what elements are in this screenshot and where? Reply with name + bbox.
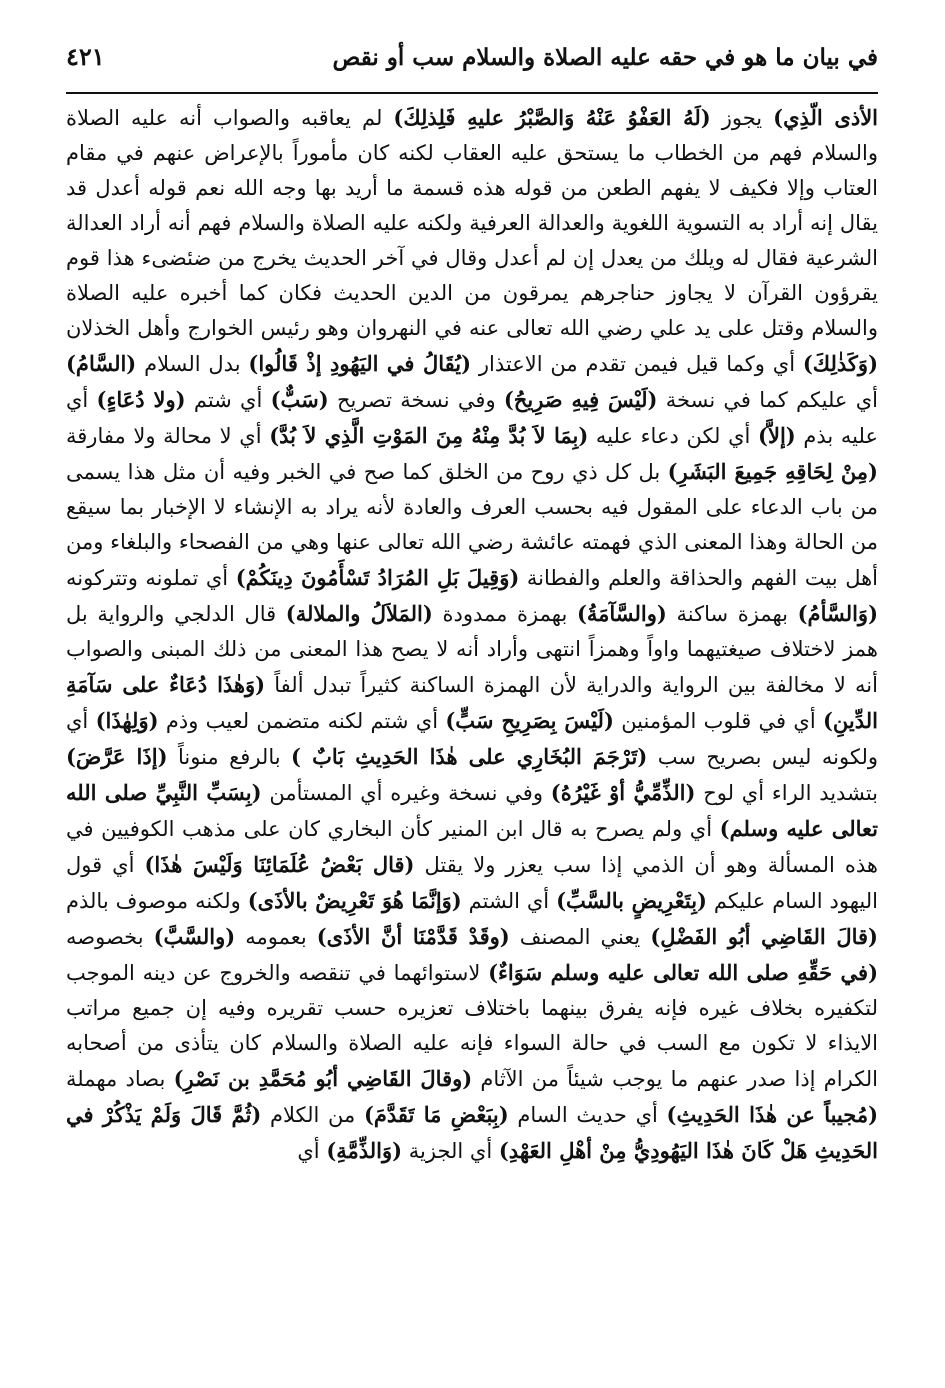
quoted-text-segment: (بِمَا لاَ بُدَّ مِنْهُ مِنَ المَوْتِ الَّذِي لاَ بُدَّ) bbox=[269, 423, 589, 448]
quoted-text-segment: (وَلِهٰذَا) bbox=[95, 708, 159, 733]
quoted-text-segment: (في حَقِّهِ صلى الله تعالى عليه وسلم سَوَاءٌ) bbox=[488, 960, 878, 985]
quoted-text-segment: (وَالذِّمَّةِ) bbox=[326, 1138, 403, 1163]
commentary-text-segment: بدل السلام bbox=[136, 352, 249, 376]
quoted-text-segment: (وقَدْ قَدَّمْنَا أنَّ الأذَى) bbox=[316, 924, 510, 949]
quoted-text-segment: (ثُمَّ قَالَ وَلَمْ يَذْكُرْ في الحَدِيثِ هَلْ كَانَ هٰذَا اليَهُودِيُّ مِنْ أهْلِ العَهْدِ) bbox=[66, 1102, 878, 1163]
commentary-text-segment: أي قول اليهود السام عليكم bbox=[66, 853, 878, 913]
commentary-text-segment: بتشديد الراء أي لوح bbox=[695, 781, 878, 805]
quoted-text-segment: (لَيْسَ بِصَرِيحِ سَبٍّ) bbox=[445, 708, 614, 733]
commentary-text-segment: قال الدلجي والرواية بل همز لاختلاف صيغتيهما واواً وهمزاً انتهى وأراد أنه لا يصح هذا المعنى من ذلك المبنى والصواب أنه لا مخالفة بين الرواية والدراية لأن الهمزة الساكنة كثيراً تبدل ألفاً bbox=[66, 602, 878, 697]
commentary-text-segment: من الكلام bbox=[261, 1103, 364, 1127]
quoted-text-segment: (وَقِيلَ بَلِ المُرَادُ تَسْأَمُونَ دِينَكُمْ) bbox=[235, 565, 520, 590]
body-paragraph bbox=[66, 100, 878, 1169]
quoted-text-segment: (المَلاَلُ والملالة) bbox=[285, 601, 433, 626]
commentary-text-segment: يعني المصنف bbox=[509, 925, 651, 949]
quoted-text-segment: (قال بَعْضُ عُلَمَائِنَا وَلَيْسَ هٰذَا) bbox=[144, 852, 415, 877]
commentary-text-segment: أي عليكم كما في نسخة bbox=[657, 388, 878, 412]
commentary-text-segment: بعمومه bbox=[235, 925, 317, 949]
quoted-text-segment: (وَكَذٰلِكَ) bbox=[802, 351, 878, 376]
quoted-text-segment: (وَهٰذَا دُعَاءٌ على سَآمَةِ الدِّينِ) bbox=[66, 672, 878, 733]
quoted-text-segment: (بِتَعْرِيضٍ بالسَّبِّ) bbox=[556, 888, 707, 913]
quoted-text-segment: (الذِّمِّيُّ أوْ غَيْرُهُ) bbox=[550, 780, 696, 805]
quoted-text-segment: (إذَا عَرَّضَ) bbox=[66, 744, 168, 769]
quoted-text-segment: (قالَ القَاضِي أبُو الفَضْلِ) bbox=[650, 924, 878, 949]
quoted-text-segment: (إلاَّ) bbox=[758, 423, 796, 448]
commentary-text-segment: أي الجزية bbox=[402, 1139, 499, 1163]
commentary-text-segment: أي لا محالة ولا مفارقة bbox=[66, 424, 270, 448]
commentary-text-segment: أي وكما قيل فيمن تقدم من الاعتذار bbox=[471, 352, 803, 376]
body-text bbox=[66, 100, 878, 1370]
quoted-text-segment: الأذى الّذِي) bbox=[773, 105, 878, 130]
quoted-text-segment: (سَبٌّ) bbox=[270, 387, 329, 412]
quoted-text-segment: (والسَّآمَةُ) bbox=[576, 601, 667, 626]
commentary-text-segment: بخصوصه bbox=[66, 925, 154, 949]
commentary-text-segment: أي شتم bbox=[185, 388, 271, 412]
commentary-text-segment: أي الشتم bbox=[461, 889, 557, 913]
quoted-text-segment: (والسَّبَّ) bbox=[153, 924, 236, 949]
quoted-text-segment: (وَالسَّأمُ) bbox=[797, 601, 878, 626]
commentary-text-segment: أي ولكونه ليس بصريح سب bbox=[66, 709, 878, 769]
commentary-text-segment: بهمزة ممدودة bbox=[432, 602, 577, 626]
page-number: ٤٢١ bbox=[66, 42, 105, 71]
commentary-text-segment: يجوز bbox=[710, 106, 774, 130]
commentary-text-segment: بل كل ذي روح من الخلق كما صح في الخبر وفيه أن مثل هذا يسمى من باب الدعاء على المقول فيه بحسب العرف والعادة لأنه يراد به الإنشاء لا الإخبار بما سيقع من الحالة وهذا المعنى الذي فهمته عائشة رضي الله تعالى عنها وهي من الفصحاء والبلغاء ومن أهل بيت الفهم والحذاقة والعلم والفطانة bbox=[66, 460, 878, 590]
quoted-text-segment: (ولا دُعَاءٍ) bbox=[96, 387, 186, 412]
commentary-text-segment: وفي نسخة وغيره أي المستأمن bbox=[261, 781, 551, 805]
commentary-text-segment: لم يعاقبه والصواب أنه عليه الصلاة والسلام فهم من الخطاب ما يستحق عليه العقاب لكنه كان مأموراً بالإعراض عنهم في مقام العتاب وإلا فكيف لا يفهم الطعن من قوله هذه قسمة ما أريد بها وجه الله نعم قوله أعدل قد يقال إنه أراد به التسوية اللغوية والعدالة العرفية ولكنه عليه الصلاة والسلام فهم أنه أراد العدالة الشرعية فقال له ويلك من يعدل إن لم أعدل وقال في آخر الحديث يخرج من ضئضىء هذا قوم يقرؤون القرآن لا يجاوز حناجرهم يمرقون من الدين الحديث فكان كما أخبره عليه الصلاة والسلام وقتل على يد علي رضي الله تعالى عنه في النهروان وهو رئيس الخوارج وأهل الخذلان bbox=[66, 106, 878, 340]
quoted-text-segment: (مِنْ لِحَاقِهِ جَمِيعَ البَشَرِ) bbox=[667, 459, 878, 484]
running-title: في بيان ما هو في حقه عليه الصلاة والسلام سب أو نقص bbox=[332, 44, 878, 71]
commentary-text-segment: بالرفع منوناً bbox=[167, 745, 292, 769]
header-rule bbox=[66, 92, 878, 94]
quoted-text-segment: (مُجيباً عن هٰذَا الحَدِيثِ) bbox=[666, 1102, 878, 1127]
quoted-text-segment: (بِسَبِّ النَّبِيِّ صلى الله تعالى عليه وسلم) bbox=[66, 780, 878, 841]
commentary-text-segment: أي ولم يصرح به قال ابن المنير كأن البخاري كان على مذهب الكوفيين في هذه المسألة وهو أن الذمي إذا سب يعزر ولا يقتل bbox=[66, 817, 878, 877]
commentary-text-segment: أي شتم لكنه متضمن لعيب وذم bbox=[158, 709, 446, 733]
quoted-text-segment: (وَإنَّمَا هُوَ تَعْرِيضٌ بالأذَى) bbox=[247, 888, 462, 913]
quoted-text-segment: (وقالَ القَاضِي أبُو مُحَمَّدِ بن نَصْرِ) bbox=[173, 1066, 473, 1091]
quoted-text-segment: (يُقَالُ في اليَهُودِ إذْ قَالُوا) bbox=[248, 351, 472, 376]
commentary-text-segment: وفي نسخة تصريح bbox=[328, 388, 504, 412]
commentary-text-segment: لاستوائهما في تنقصه والخروج عن دينه الموجب لتكفيره بخلاف غيره فإنه يفرق بينهما باختلاف تعزيره حسب تقريره وفيه إن جميع مراتب الايذاء لا تكون مع السب في حالة السواء فإنه عليه الصلاة والسلام كان يتأذى من أصحابه الكرام إذا صدر عنهم ما يوجب شيئاً من الآثام bbox=[66, 961, 878, 1091]
quoted-text-segment: (لَيْسَ فِيهِ صَرِيحُ) bbox=[503, 387, 658, 412]
commentary-text-segment: أي لكن دعاء عليه bbox=[588, 424, 759, 448]
commentary-text-segment: بصاد مهملة bbox=[66, 1067, 174, 1091]
commentary-text-segment: أي في قلوب المؤمنين bbox=[613, 709, 823, 733]
quoted-text-segment: (تَرْجَمَ البُخَارِي على هٰذَا الحَدِيثِ بَابٌ ) bbox=[291, 744, 648, 769]
commentary-text-segment: أي تملونه وتتركونه bbox=[66, 566, 236, 590]
quoted-text-segment: (لَهُ العَفْوُ عَنْهُ وَالصَّبْرُ عليهِ فَلِذلِكَ) bbox=[393, 105, 711, 130]
commentary-text-segment: بهمزة ساكنة bbox=[666, 602, 798, 626]
page-header bbox=[66, 42, 878, 84]
commentary-text-segment: أي حديث السام bbox=[508, 1103, 667, 1127]
commentary-text-segment: أي bbox=[297, 1139, 327, 1163]
commentary-text-segment: أي عليه بذم bbox=[66, 388, 878, 448]
quoted-text-segment: (السَّامُ) bbox=[66, 351, 137, 376]
quoted-text-segment: (بِبَعْضِ مَا تَقَدَّمَ) bbox=[363, 1102, 509, 1127]
commentary-text-segment: ولكنه موصوف بالذم bbox=[66, 889, 248, 913]
